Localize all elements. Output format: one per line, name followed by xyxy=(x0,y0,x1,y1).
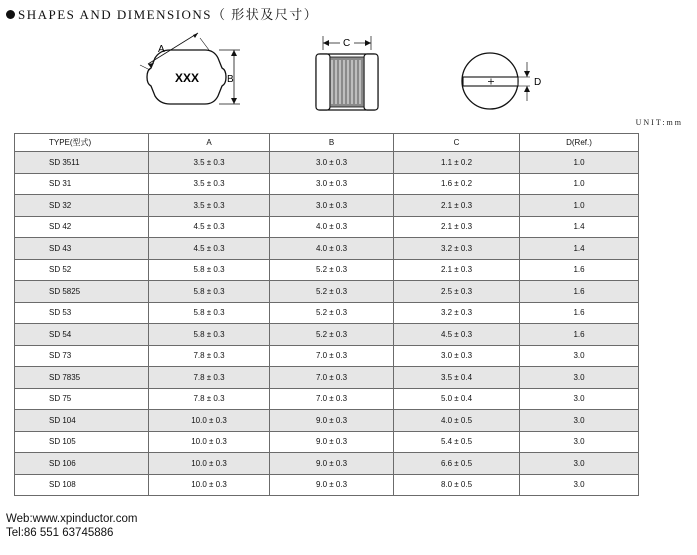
header-a: A xyxy=(149,134,270,152)
cell-type: SD 7835 xyxy=(15,367,149,389)
header-d: D(Ref.) xyxy=(520,134,639,152)
cell-type: SD 43 xyxy=(15,238,149,260)
cell-b: 3.0 ± 0.3 xyxy=(270,173,394,195)
cell-type: SD 104 xyxy=(15,410,149,432)
table-row xyxy=(15,367,639,389)
cell-b: 9.0 ± 0.3 xyxy=(270,474,394,496)
table-row xyxy=(15,281,639,303)
cell-c: 5.0 ± 0.4 xyxy=(394,388,520,410)
cell-a: 5.8 ± 0.3 xyxy=(149,259,270,281)
cell-a: 4.5 ± 0.3 xyxy=(149,216,270,238)
cell-type: SD 75 xyxy=(15,388,149,410)
cell-b: 3.0 ± 0.3 xyxy=(270,152,394,174)
table-row xyxy=(15,388,639,410)
cell-d: 3.0 xyxy=(520,345,639,367)
cell-c: 2.1 ± 0.3 xyxy=(394,216,520,238)
bottom-view-drawing xyxy=(462,53,541,109)
cell-a: 3.5 ± 0.3 xyxy=(149,152,270,174)
cell-c: 3.2 ± 0.3 xyxy=(394,302,520,324)
top-view-drawing xyxy=(140,33,240,104)
marking-text: XXX xyxy=(175,71,200,85)
cell-d: 1.0 xyxy=(520,173,639,195)
cell-type: SD 73 xyxy=(15,345,149,367)
cell-c: 2.1 ± 0.3 xyxy=(394,195,520,217)
cell-b: 7.0 ± 0.3 xyxy=(270,345,394,367)
cell-b: 5.2 ± 0.3 xyxy=(270,302,394,324)
unit-label: UNIT:mm xyxy=(635,118,683,127)
cell-type: SD 42 xyxy=(15,216,149,238)
cell-a: 7.8 ± 0.3 xyxy=(149,367,270,389)
table-row xyxy=(15,431,639,453)
cell-c: 2.1 ± 0.3 xyxy=(394,259,520,281)
cell-a: 5.8 ± 0.3 xyxy=(149,302,270,324)
table-row xyxy=(15,474,639,496)
cell-d: 1.0 xyxy=(520,195,639,217)
cell-d: 3.0 xyxy=(520,410,639,432)
cell-c: 8.0 ± 0.5 xyxy=(394,474,520,496)
cell-d: 1.6 xyxy=(520,259,639,281)
cell-d: 1.6 xyxy=(520,302,639,324)
cell-a: 5.8 ± 0.3 xyxy=(149,281,270,303)
cell-d: 3.0 xyxy=(520,431,639,453)
cell-type: SD 5825 xyxy=(15,281,149,303)
cell-type: SD 106 xyxy=(15,453,149,475)
cell-d: 1.6 xyxy=(520,324,639,346)
cell-a: 7.8 ± 0.3 xyxy=(149,388,270,410)
cell-c: 3.5 ± 0.4 xyxy=(394,367,520,389)
table-row xyxy=(15,216,639,238)
header-c: C xyxy=(394,134,520,152)
header-b: B xyxy=(270,134,394,152)
cell-b: 5.2 ± 0.3 xyxy=(270,259,394,281)
cell-c: 6.6 ± 0.5 xyxy=(394,453,520,475)
table-row xyxy=(15,345,639,367)
header-type: TYPE(型式) xyxy=(15,134,149,152)
cell-c: 1.6 ± 0.2 xyxy=(394,173,520,195)
cell-c: 4.0 ± 0.5 xyxy=(394,410,520,432)
label-d: D xyxy=(534,77,542,88)
cell-b: 3.0 ± 0.3 xyxy=(270,195,394,217)
cell-d: 3.0 xyxy=(520,367,639,389)
cell-type: SD 32 xyxy=(15,195,149,217)
table-row xyxy=(15,259,639,281)
cell-c: 2.5 ± 0.3 xyxy=(394,281,520,303)
label-c: C xyxy=(343,38,351,49)
table-row xyxy=(15,195,639,217)
table-header-row xyxy=(15,134,639,152)
bullet-icon xyxy=(6,10,15,19)
cell-d: 1.4 xyxy=(520,216,639,238)
website-text: Web:www.xpinductor.com xyxy=(6,513,138,525)
table-row xyxy=(15,238,639,260)
cell-type: SD 105 xyxy=(15,431,149,453)
table-row xyxy=(15,302,639,324)
section-title xyxy=(6,4,318,23)
cell-c: 3.0 ± 0.3 xyxy=(394,345,520,367)
cell-a: 3.5 ± 0.3 xyxy=(149,195,270,217)
dimensions-table xyxy=(14,133,639,496)
table-row xyxy=(15,410,639,432)
cell-a: 10.0 ± 0.3 xyxy=(149,453,270,475)
cell-b: 9.0 ± 0.3 xyxy=(270,453,394,475)
cell-d: 3.0 xyxy=(520,388,639,410)
cell-type: SD 3511 xyxy=(15,152,149,174)
cell-b: 4.0 ± 0.3 xyxy=(270,238,394,260)
cell-type: SD 52 xyxy=(15,259,149,281)
cell-d: 3.0 xyxy=(520,453,639,475)
cell-a: 10.0 ± 0.3 xyxy=(149,431,270,453)
cell-a: 3.5 ± 0.3 xyxy=(149,173,270,195)
table-row xyxy=(15,152,639,174)
cell-d: 1.4 xyxy=(520,238,639,260)
cell-d: 1.0 xyxy=(520,152,639,174)
cell-type: SD 53 xyxy=(15,302,149,324)
cell-a: 10.0 ± 0.3 xyxy=(149,474,270,496)
cell-d: 3.0 xyxy=(520,474,639,496)
cell-a: 5.8 ± 0.3 xyxy=(149,324,270,346)
label-a: A xyxy=(158,44,165,55)
cell-type: SD 31 xyxy=(15,173,149,195)
cell-type: SD 108 xyxy=(15,474,149,496)
footer-contact xyxy=(6,512,137,540)
cell-c: 5.4 ± 0.5 xyxy=(394,431,520,453)
table-row xyxy=(15,173,639,195)
section-title-text: SHAPES AND DIMENSIONS（ 形状及尺寸） xyxy=(18,7,319,22)
cell-b: 9.0 ± 0.3 xyxy=(270,431,394,453)
cell-b: 7.0 ± 0.3 xyxy=(270,388,394,410)
dimension-drawings xyxy=(0,30,697,130)
cell-c: 4.5 ± 0.3 xyxy=(394,324,520,346)
cell-type: SD 54 xyxy=(15,324,149,346)
cell-c: 3.2 ± 0.3 xyxy=(394,238,520,260)
cell-d: 1.6 xyxy=(520,281,639,303)
cell-b: 9.0 ± 0.3 xyxy=(270,410,394,432)
cell-a: 4.5 ± 0.3 xyxy=(149,238,270,260)
cell-b: 5.2 ± 0.3 xyxy=(270,281,394,303)
cell-a: 7.8 ± 0.3 xyxy=(149,345,270,367)
side-view-drawing xyxy=(316,36,378,110)
cell-b: 5.2 ± 0.3 xyxy=(270,324,394,346)
table-row xyxy=(15,453,639,475)
cell-c: 1.1 ± 0.2 xyxy=(394,152,520,174)
label-b: B xyxy=(227,74,234,85)
cell-b: 4.0 ± 0.3 xyxy=(270,216,394,238)
table-row xyxy=(15,324,639,346)
phone-text: Tel:86 551 63745886 xyxy=(6,527,114,539)
cell-a: 10.0 ± 0.3 xyxy=(149,410,270,432)
cell-b: 7.0 ± 0.3 xyxy=(270,367,394,389)
